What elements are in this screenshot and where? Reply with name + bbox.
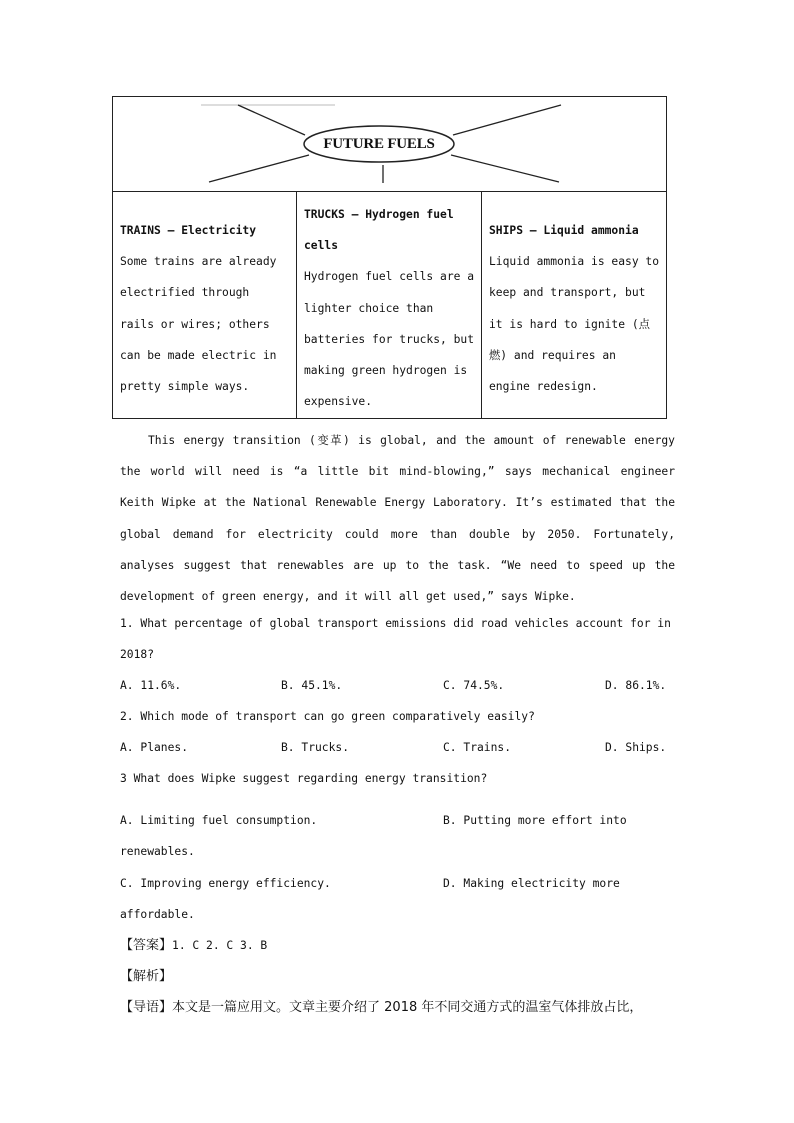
question-3-stem: 3 What does Wipke suggest regarding energy transition? [120, 772, 488, 785]
column-body: Some trains are already electrified through rails or wires; others can be made electric in pretty simple ways. [120, 255, 277, 394]
column-trains [113, 192, 297, 418]
q2-option-d: D. Ships. [605, 741, 667, 754]
question-1-stem-cont: 2018? [120, 648, 155, 661]
q3-option-c: C. Improving energy efficiency. [120, 877, 331, 890]
future-fuels-diagram [113, 97, 666, 192]
fuel-columns [113, 192, 666, 418]
answer-label: 【答案】 [120, 938, 173, 953]
q2-option-c: C. Trains. [443, 741, 512, 754]
q1-option-d: D. 86.1%. [605, 679, 667, 692]
column-heading: TRAINS — Electricity [120, 224, 257, 237]
column-body: Hydrogen fuel cells are a lighter choice than batteries for trucks, but making green hydrogen is expensive. [304, 270, 475, 409]
guide-line [120, 998, 642, 1018]
q1-option-b: B. 45.1%. [281, 679, 343, 692]
q2-option-a: A. Planes. [120, 741, 189, 754]
guide-label: 【导语】 [120, 1000, 173, 1015]
q1-option-a: A. 11.6%. [120, 679, 182, 692]
answer-text: 1. C 2. C 3. B [172, 939, 268, 952]
q2-option-b: B. Trucks. [281, 741, 350, 754]
analysis-label: 【解析】 [120, 969, 173, 984]
column-ships [482, 192, 666, 418]
question-2-stem: 2. Which mode of transport can go green comparatively easily? [120, 710, 535, 723]
diagram-title: FUTURE FUELS [323, 135, 435, 152]
answer-line [120, 936, 267, 956]
column-trucks [297, 192, 482, 418]
q3-option-b: B. Putting more effort into [443, 814, 627, 827]
future-fuels-table [112, 96, 667, 419]
q3-option-a: A. Limiting fuel consumption. [120, 814, 318, 827]
column-body: Liquid ammonia is easy to keep and transport, but it is hard to ignite (点燃) and requires an engine redesign. [489, 255, 660, 394]
q1-option-c: C. 74.5%. [443, 679, 505, 692]
column-heading: TRUCKS — Hydrogen fuel cells [304, 208, 454, 253]
guide-text: 本文是一篇应用文。文章主要介绍了 2018 年不同交通方式的温室气体排放占比， [172, 1000, 643, 1015]
column-heading: SHIPS — Liquid ammonia [489, 224, 639, 237]
energy-transition-paragraph: This energy transition (变革) is global, and the amount of renewable energy the world will need is “a little bit mind-blowing,” says mechanical engineer Keith Wipke at the National Renewable Energy Laboratory. It’s estimated that the global demand for electricity could more than double by 2050. Fortunately, analyses suggest that renewables are up to the task. “We need to speed up the development of green energy, and it will all get used,” says Wipke. [120, 434, 675, 604]
question-1-stem: 1. What percentage of global transport emissions did road vehicles account for in [120, 617, 671, 630]
q3-option-d: D. Making electricity more [443, 877, 620, 890]
q3-option-b-cont: renewables. [120, 845, 195, 858]
q3-option-d-cont: affordable. [120, 908, 195, 921]
analysis-line [120, 967, 172, 987]
